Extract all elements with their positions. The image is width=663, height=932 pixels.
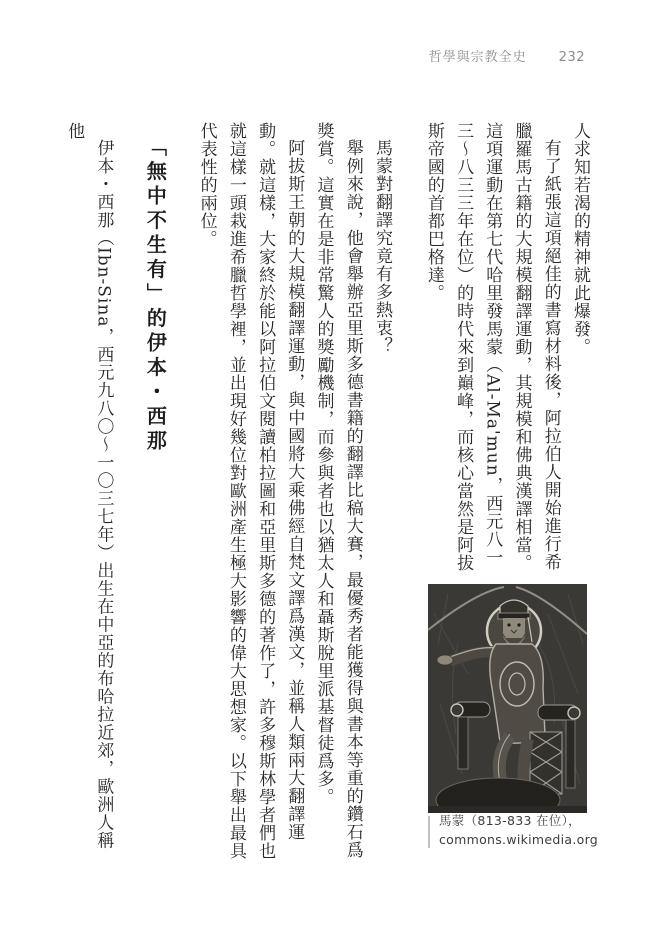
paragraph: 人求知若渴的精神就此爆發。 xyxy=(570,122,590,356)
figure xyxy=(428,584,587,813)
figure-caption xyxy=(428,812,618,850)
paragraph: 有了紙張這項絕佳的書寫材料後，阿拉伯人開始進行希臘羅馬古籍的大規模翻譯運動，其規模和佛典漢譯相當。這項運動在第七代哈里發馬蒙（Al-Ma'mun，西元八一三～八三三年在位）的時代來到巔峰，而核心當然是阿拔斯帝國的首都巴格達。 xyxy=(423,122,561,572)
paragraph: 伊本・西那（Ibn-Sina，西元九八〇～一〇三七年）出生在中亞的布哈拉近郊，歐洲人稱他 xyxy=(64,122,114,850)
paragraph: 馬蒙對翻譯究竟有多熱衷？ xyxy=(372,139,392,355)
text-block-right xyxy=(408,122,594,574)
page-number: 232 xyxy=(558,50,585,65)
caption-source: commons.wikimedia.org xyxy=(439,831,599,847)
caption-title: 馬蒙（813-833 在位）， xyxy=(439,813,581,828)
running-header xyxy=(429,46,585,65)
caption-rule xyxy=(428,816,430,848)
paragraph: 阿拔斯王朝的大規模翻譯運動，與中國將大乘佛經自梵文譯爲漢文，並稱人類兩大翻譯運動。就這樣，大家終於能以阿拉伯文閱讀柏拉圖和亞里斯多德的著作了，許多穆斯林學者們也就這樣一頭栽進希臘哲學裡，並出現好幾位對歐洲產生極大影響的偉大思想家。以下舉出最具代表性的兩位。 xyxy=(196,122,305,860)
ruler-portrait-image xyxy=(428,584,587,813)
paragraph: 舉例來說，他會舉辦亞里斯多德書籍的翻譯比稿大賽，最優秀者能獲得與書本等重的鑽石爲獎賞。這實在是非常驚人的獎勵機制，而參與者也以猶太人和聶斯脫里派基督徒爲多。 xyxy=(313,122,363,859)
text-block-left xyxy=(64,122,396,864)
book-title: 哲學與宗教全史 xyxy=(428,50,527,65)
section-heading: 「無中不生有」的伊本・西那 xyxy=(143,136,168,455)
